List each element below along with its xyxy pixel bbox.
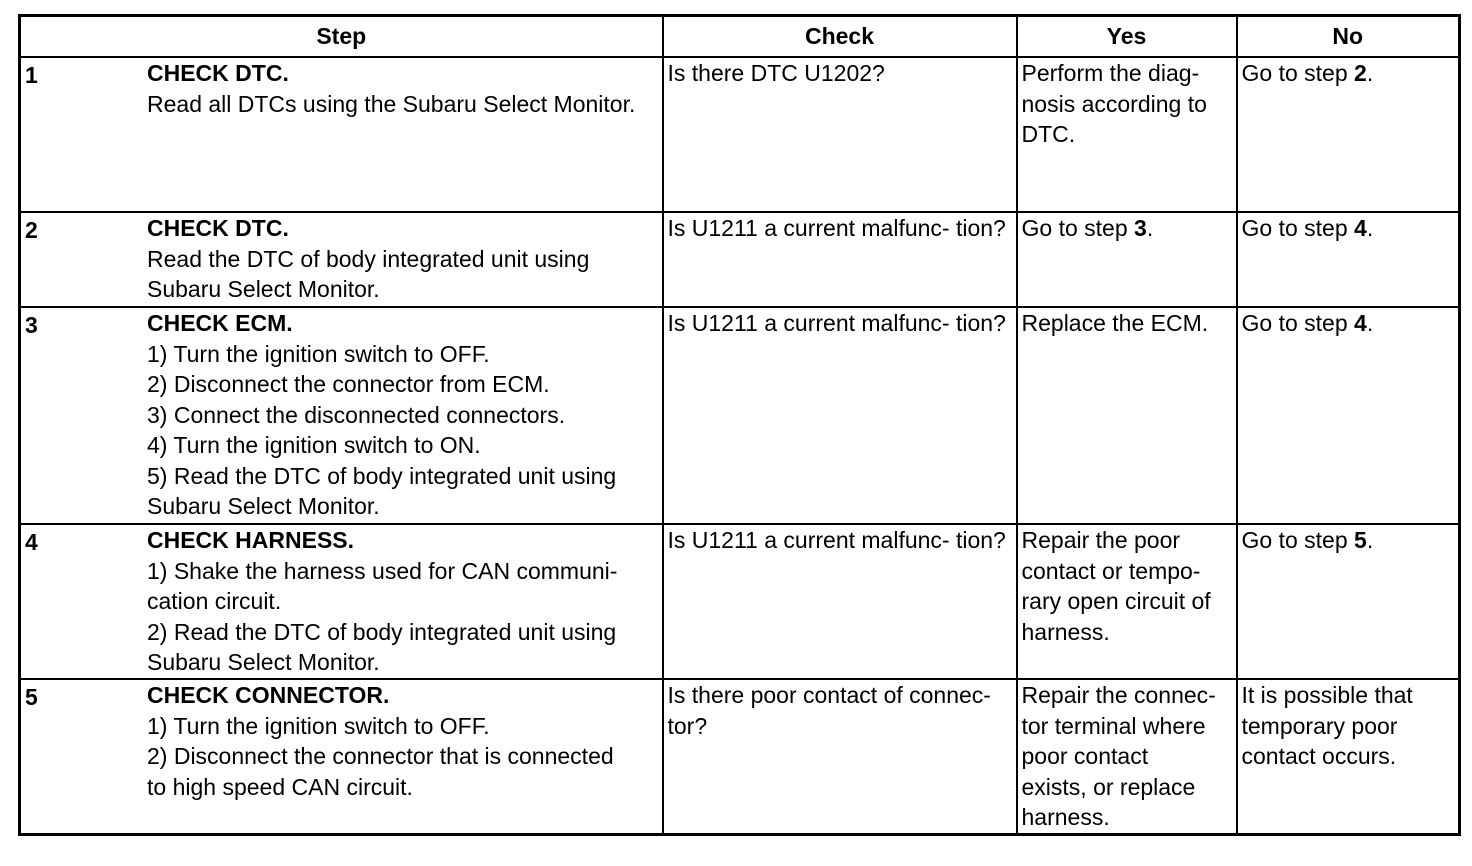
step-number: 5 <box>25 684 38 710</box>
yes-cell <box>1017 212 1237 307</box>
step-line: 4) Turn the ignition switch to ON. <box>147 432 481 458</box>
yes-line: tor terminal where <box>1021 712 1206 739</box>
yes-line: nosis according to <box>1021 90 1207 117</box>
step-line: to high speed CAN circuit. <box>147 773 413 800</box>
step-line: 3) Connect the disconnected connectors. <box>147 401 566 428</box>
step-cell <box>20 307 663 524</box>
no-suffix: . <box>1366 215 1374 241</box>
yes-line: harness. <box>1021 804 1110 830</box>
header-yes: Yes <box>1017 16 1237 58</box>
step-line: 1) Shake the harness used for CAN communi- <box>147 557 618 584</box>
yes-line: harness. <box>1021 618 1110 645</box>
no-prefix: Go to step <box>1241 310 1355 336</box>
header-check: Check <box>663 16 1017 58</box>
step-line: Subaru Select Monitor. <box>147 493 380 519</box>
no-prefix: Go to step <box>1241 60 1355 86</box>
no-cell <box>1237 307 1460 524</box>
step-line: Read the DTC of body integrated unit using <box>147 245 590 272</box>
table-row <box>20 679 1460 834</box>
step-title: CHECK DTC. <box>147 215 289 241</box>
no-cell <box>1237 679 1460 834</box>
yes-step-ref: 3 <box>1134 215 1147 241</box>
step-cell <box>20 212 663 307</box>
step-title: CHECK CONNECTOR. <box>147 682 390 708</box>
no-suffix: . <box>1366 310 1374 336</box>
no-prefix: Go to step <box>1241 527 1355 553</box>
check-cell: Is there poor contact of connec- tor? <box>663 679 1017 834</box>
step-title: CHECK ECM. <box>147 310 293 336</box>
yes-line: Perform the diag- <box>1021 60 1200 86</box>
step-line: 1) Turn the ignition switch to OFF. <box>147 712 490 739</box>
no-step-ref: 2 <box>1354 60 1367 86</box>
no-prefix: Go to step <box>1241 215 1355 241</box>
step-line: 2) Disconnect the connector that is connected <box>147 743 614 769</box>
step-line: 5) Read the DTC of body integrated unit using <box>147 462 617 489</box>
step-line: cation circuit. <box>147 588 282 614</box>
yes-cell <box>1017 679 1237 834</box>
no-suffix: . <box>1366 60 1374 86</box>
step-title: CHECK DTC. <box>147 60 289 86</box>
no-step-ref: 4 <box>1354 310 1367 336</box>
table-row <box>20 524 1460 679</box>
step-number: 4 <box>25 529 38 555</box>
header-no: No <box>1237 16 1460 58</box>
step-line: 1) Turn the ignition switch to OFF. <box>147 340 490 367</box>
table-row <box>20 307 1460 524</box>
no-step-ref: 5 <box>1354 527 1367 553</box>
yes-line: Repair the connec- <box>1021 682 1216 708</box>
yes-line: Repair the poor <box>1021 527 1181 553</box>
check-cell: Is U1211 a current malfunc- tion? <box>663 212 1017 307</box>
step-title: CHECK HARNESS. <box>147 527 355 553</box>
table-row <box>20 212 1460 307</box>
step-number: 2 <box>25 217 38 243</box>
no-suffix: . <box>1366 527 1374 553</box>
step-cell <box>20 679 663 834</box>
yes-line: DTC. <box>1021 121 1076 147</box>
step-line: 2) Read the DTC of body integrated unit using <box>147 618 617 645</box>
no-cell <box>1237 57 1460 212</box>
yes-cell <box>1017 524 1237 679</box>
yes-line: contact or tempo- <box>1021 557 1201 584</box>
check-cell: Is U1211 a current malfunc- tion? <box>663 524 1017 679</box>
yes-cell <box>1017 307 1237 524</box>
no-step-ref: 4 <box>1354 215 1367 241</box>
step-line: Subaru Select Monitor. <box>147 649 380 675</box>
yes-line: poor contact <box>1021 743 1149 769</box>
no-cell <box>1237 524 1460 679</box>
step-line: Subaru Select Monitor. <box>147 276 380 302</box>
header-step: Step <box>20 16 663 58</box>
yes-cell <box>1017 57 1237 212</box>
yes-line: exists, or replace <box>1021 773 1196 800</box>
yes-line: rary open circuit of <box>1021 588 1211 614</box>
no-line: It is possible that <box>1241 682 1413 708</box>
check-cell: Is U1211 a current malfunc- tion? <box>663 307 1017 524</box>
step-line: 2) Disconnect the connector from ECM. <box>147 371 550 397</box>
step-cell <box>20 57 663 212</box>
step-number: 3 <box>25 312 38 338</box>
table-row <box>20 57 1460 212</box>
yes-suffix: . <box>1146 215 1154 241</box>
header-row <box>20 16 1460 58</box>
no-line: contact occurs. <box>1241 743 1397 769</box>
step-cell <box>20 524 663 679</box>
no-line: temporary poor <box>1241 712 1398 739</box>
yes-prefix: Go to step <box>1021 215 1135 241</box>
yes-line: Replace the ECM. <box>1021 310 1209 336</box>
check-cell: Is there DTC U1202? <box>663 57 1017 212</box>
diagnostic-procedure-table <box>18 14 1461 836</box>
no-cell <box>1237 212 1460 307</box>
step-line: Read all DTCs using the Subaru Select Monitor. <box>147 90 636 117</box>
step-number: 1 <box>25 62 38 88</box>
